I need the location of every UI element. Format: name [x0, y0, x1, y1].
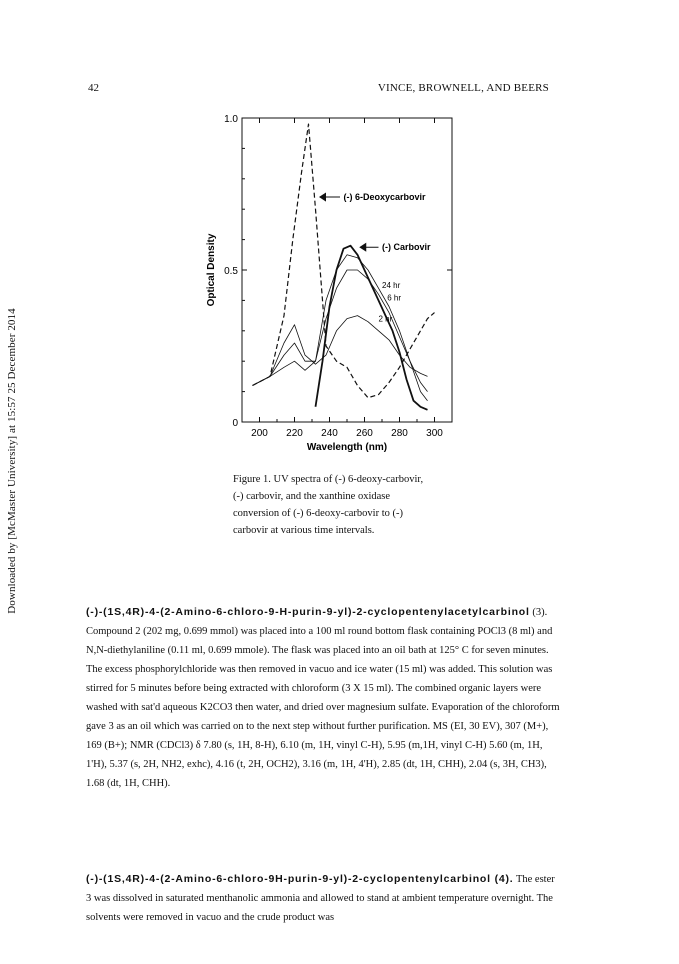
annotation-label: 6 hr [387, 293, 402, 303]
annotation-label: (-) Carbovir [382, 242, 431, 253]
series-line-24-hr [253, 255, 428, 401]
series-line-6-hr [253, 270, 428, 392]
annotation-arrowhead [319, 192, 326, 201]
paragraph-title: (-)-(1S,4R)-4-(2-Amino-6-chloro-9H-purin-9-yl)-2-cyclopentenylcarbinol (4). [86, 873, 514, 885]
series-line-2-hr [253, 316, 428, 386]
paragraph-compound-4 [86, 870, 560, 927]
plot-area [206, 114, 452, 453]
series-line--6-deoxycarbovir [253, 124, 435, 398]
x-tick-label: 300 [426, 428, 443, 439]
paragraph-body: The ester 3 was dissolved in saturated menthanolic ammonia and allowed to stand at ambient temperature overnight. The solvents were removed in vacuo and the crude product was [86, 874, 555, 923]
y-axis-label: Optical Density [206, 233, 217, 307]
x-axis-label: Wavelength (nm) [306, 442, 388, 453]
x-tick-label: 280 [391, 428, 408, 439]
download-watermark-text: Downloaded by [McMaster University] at 15:57 25 December 2014 [6, 308, 18, 614]
page-number: 42 [88, 82, 99, 94]
download-watermark [6, 296, 18, 626]
running-head: VINCE, BROWNELL, AND BEERS [377, 82, 549, 94]
chart-svg [190, 100, 470, 460]
y-tick-label: 1.0 [224, 114, 238, 125]
paragraph-body: (3). Compound 2 (202 mg, 0.699 mmol) was placed into a 100 ml round bottom flask containing POCl3 (8 ml) and N,N-diethylaniline (0.11 ml, 0.699 mmole). The flask was placed into an oil bath at 125° C for seven minutes. The excess phosphorylchloride was then removed in vacuo and ice water (15 ml) was added. This solution was stirred for 5 minutes before being extracted with chloroform (3 X 15 ml). The combined organic layers were washed with sat'd aqueous K2CO3 then water, and dried over magnesium sulfate. Evaporation of the chloroform gave 3 as an oil which was carried on to the next step without further purification. MS (EI, 30 EV), 307 (M+), 169 (B+); NMR (CDCl3) δ 7.80 (s, 1H, 8-H), 6.10 (m, 1H, vinyl C-H), 5.95 (m,1H, vinyl C-H) 5.60 (m, 1H, 1'H), 5.37 (s, 2H, NH2, exhc), 4.16 (t, 2H, OCH2), 3.16 (m, 1H, 4'H), 2.85 (dt, 1H, CHH), 2.04 (s, 3H, CH3), 1.68 (dt, 1H, CHH). [86, 607, 560, 789]
annotation-arrowhead [359, 243, 366, 252]
series-line--carbovir [316, 246, 428, 410]
figure-caption: Figure 1. UV spectra of (-) 6-deoxy-carbovir, (-) carbovir, and the xanthine oxidase conversion of (-) 6-deoxy-carbovir to (-) carbovir at various time intervals. [233, 474, 424, 536]
x-tick-label: 260 [356, 428, 373, 439]
x-tick-label: 200 [251, 428, 268, 439]
y-tick-label: 0.5 [224, 266, 238, 277]
annotation-label: 2 hr [378, 314, 393, 324]
uv-spectra-chart [190, 100, 470, 460]
y-tick-label: 0 [232, 418, 238, 429]
x-tick-label: 240 [321, 428, 338, 439]
paragraph-title: (-)-(1S,4R)-4-(2-Amino-6-chloro-9-H-purin-9-yl)-2-cyclopentenylacetylcarbinol [86, 606, 530, 618]
x-tick-label: 220 [286, 428, 303, 439]
annotation-label: (-) 6-Deoxycarbovir [343, 192, 426, 203]
paragraph-compound-3 [86, 603, 560, 793]
annotation-label: 24 hr [382, 281, 401, 291]
